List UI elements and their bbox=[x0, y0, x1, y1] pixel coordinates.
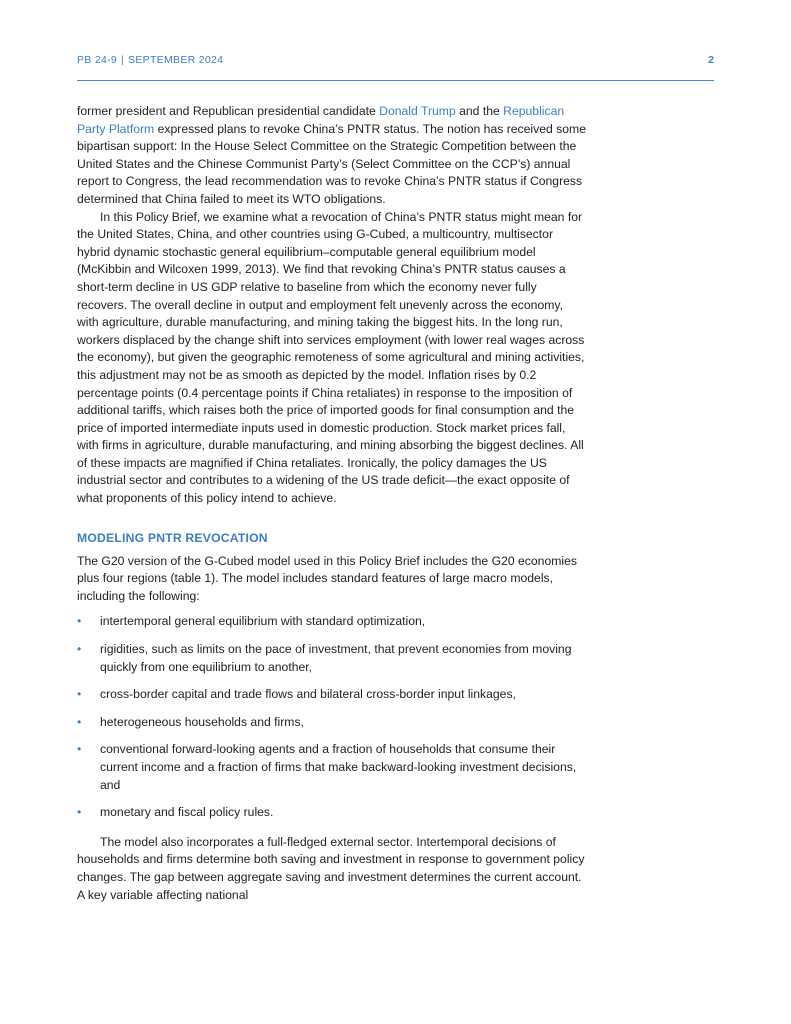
list-item-text: intertemporal general equilibrium with standard optimization, bbox=[100, 614, 426, 629]
bullet-icon: • bbox=[77, 642, 82, 657]
bullet-icon: • bbox=[77, 687, 82, 702]
model-features-list bbox=[77, 613, 587, 821]
body-text bbox=[77, 103, 587, 904]
header-separator: | bbox=[121, 54, 125, 66]
paragraph-1 bbox=[77, 103, 587, 209]
list-item-text: cross-border capital and trade flows and bilateral cross-border input linkages, bbox=[100, 687, 516, 702]
list-item-text: heterogeneous households and firms, bbox=[100, 714, 304, 729]
header-left bbox=[77, 54, 223, 66]
bullet-icon: • bbox=[77, 742, 82, 757]
list-item bbox=[77, 641, 587, 676]
bullet-icon: • bbox=[77, 805, 82, 820]
para1-text-3: expressed plans to revoke China’s PNTR status. The notion has received some bipartisan support: In the House Select Committee on the Strategic Competition between the United States and the Chinese Communist Party’s (Select Committee on the CCP’s) annual report to Congress, the lead recommendation was to revoke China’s PNTR status if Congress determined that China failed to meet its WTO obligations. bbox=[77, 121, 586, 206]
list-item bbox=[77, 804, 587, 822]
bullet-icon: • bbox=[77, 714, 82, 729]
list-item bbox=[77, 741, 587, 794]
donald-trump-link[interactable]: Donald Trump bbox=[379, 104, 456, 118]
list-item bbox=[77, 686, 587, 704]
section-heading: MODELING PNTR REVOCATION bbox=[77, 530, 268, 545]
list-item-text: rigidities, such as limits on the pace of investment, that prevent economies from moving quickly from one equilibrium to another, bbox=[100, 642, 572, 674]
list-item bbox=[77, 613, 587, 631]
list-item-text: monetary and fiscal policy rules. bbox=[100, 805, 274, 820]
report-date: SEPTEMBER 2024 bbox=[128, 54, 224, 66]
paragraph-2: In this Policy Brief, we examine what a revocation of China’s PNTR status might mean for the United States, China, and other countries using G-Cubed, a multicountry, multisector hybrid dynamic stochastic general equilibrium–computable general equilibrium model (McKibbin and Wilcoxen 1999, 2013). We find that revoking China’s PNTR status causes a short-term decline in US GDP relative to baseline from which the economy never fully recovers. The overall decline in output and employment felt unevenly across the economy, with agriculture, durable manufacturing, and mining taking the biggest hits. In the long run, workers displaced by the change shift into services employment (with lower real wages across the economy), but given the geographic remoteness of some agricultural and mining activities, this adjustment may not be as smooth as depicted by the model. Inflation rises by 0.2 percentage points (0.4 percentage points if China retaliates) in response to the imposition of additional tariffs, which raises both the price of imported goods for final consumption and the price of imported intermediate inputs used in domestic production. Stock market prices fall, with firms in agriculture, durable manufacturing, and mining absorbing the biggest declines. All of these impacts are magnified if China retaliates. Ironically, the policy damages the US industrial sector and contributes to a widening of the US trade deficit—the exact opposite of what proponents of this policy intend to achieve. bbox=[77, 209, 585, 506]
report-id: PB 24-9 bbox=[77, 54, 118, 66]
section-intro: The G20 version of the G-Cubed model used in this Policy Brief includes the G20 economies plus four regions (table 1). The model includes standard features of large macro models, including the following: bbox=[77, 553, 577, 603]
bullet-icon: • bbox=[77, 614, 82, 629]
page-header bbox=[77, 54, 714, 81]
list-item bbox=[77, 714, 587, 732]
list-item-text: conventional forward-looking agents and a fraction of households that consume their current income and a fraction of firms that make backward-looking investment decisions, and bbox=[100, 742, 577, 792]
republican-platform-link[interactable]: Republican Party Platform bbox=[77, 104, 565, 136]
para1-text-2: and the bbox=[455, 104, 504, 118]
para1-text-1: former president and Republican presidential candidate bbox=[77, 104, 380, 118]
page-number: 2 bbox=[708, 54, 714, 66]
closing-paragraph: The model also incorporates a full-fledged external sector. Intertemporal decisions of households and firms determine both saving and investment in response to government policy changes. The gap between aggregate saving and investment determines the current account. A key variable affecting national bbox=[77, 834, 585, 902]
